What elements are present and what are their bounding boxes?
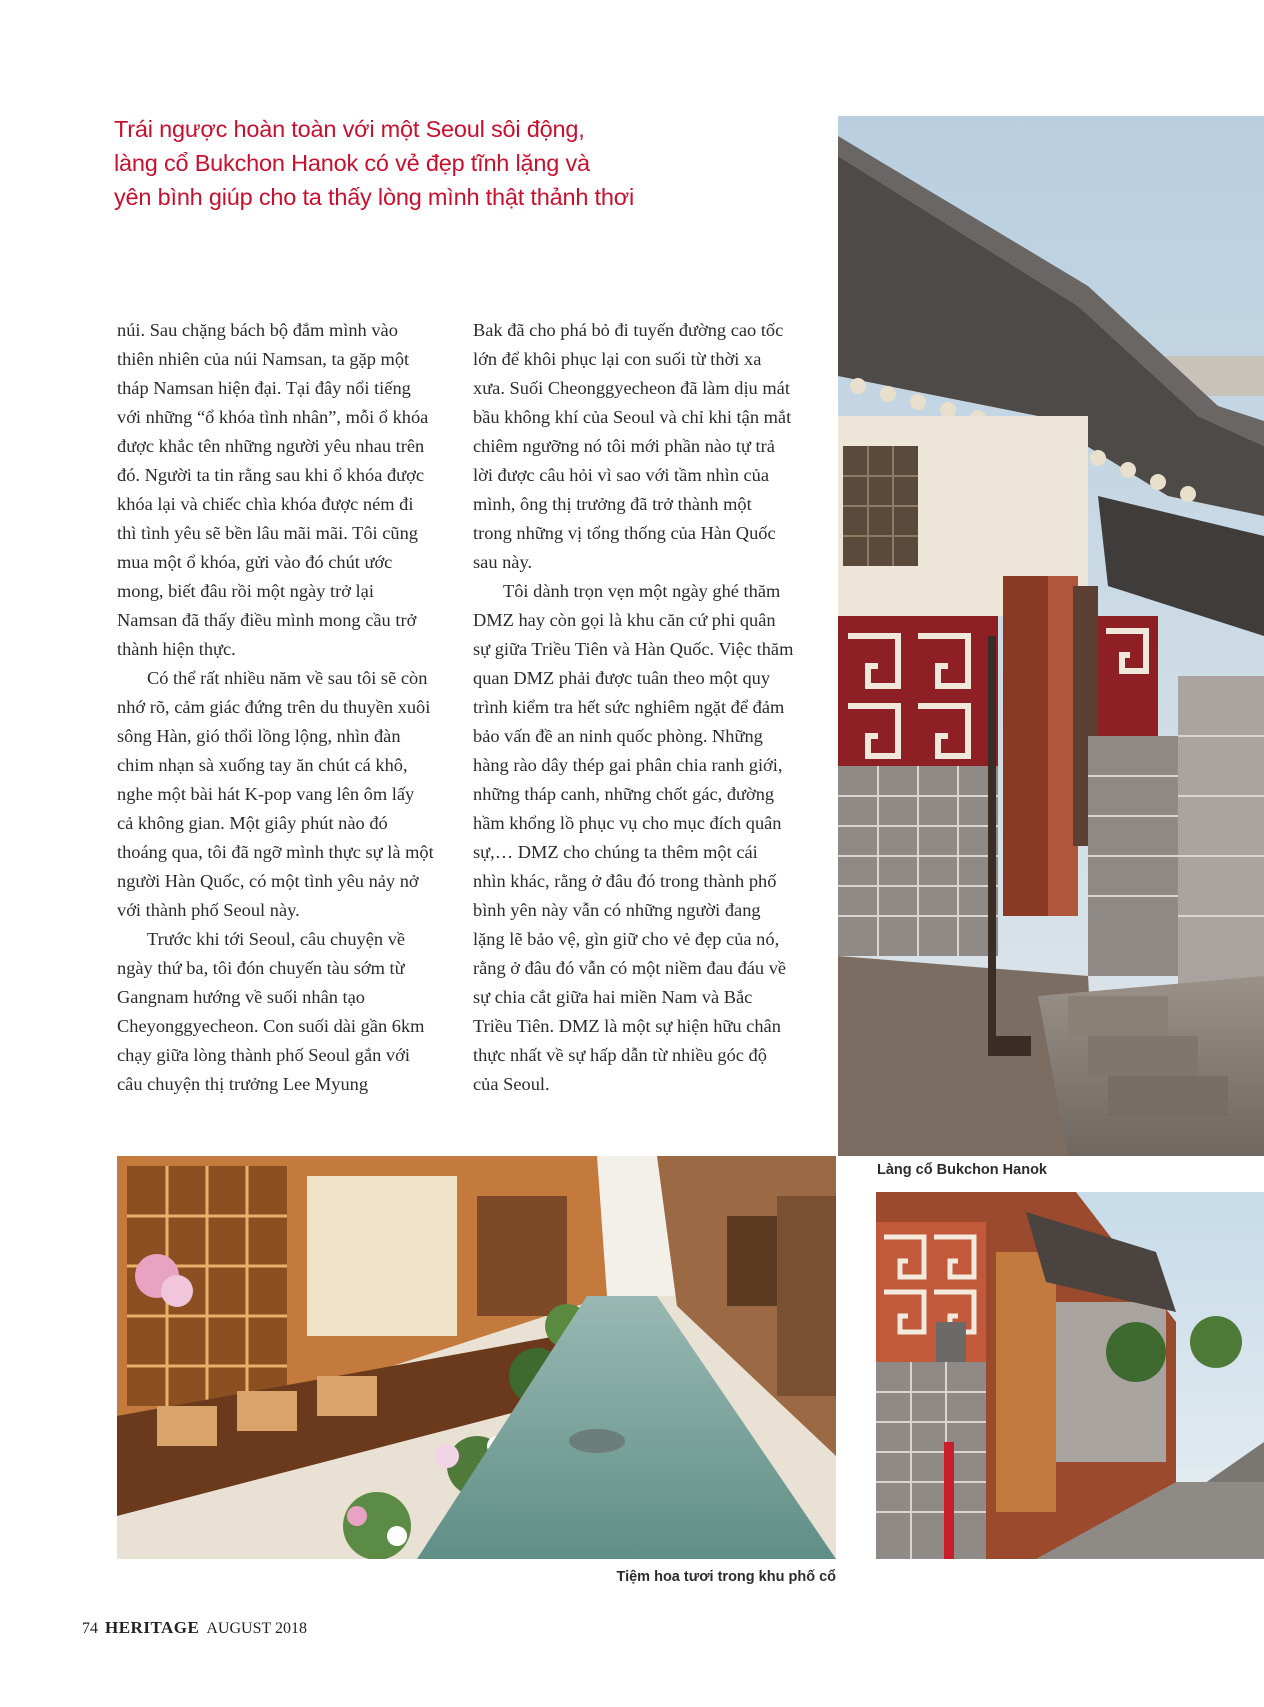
issue-date: AUGUST 2018 [206,1620,307,1637]
article-column-1 [117,316,435,1099]
paragraph: Tôi dành trọn vẹn một ngày ghé thăm DMZ hay còn gọi là khu căn cứ phi quân sự giữa Triều Tiên và Hàn Quốc. Việc thăm quan DMZ phải được tuân theo một quy trình kiểm tra hết sức nghiêm ngặt để đảm bảo vấn đề an ninh quốc phòng. Những hàng rào dây thép gai phân chia ranh giới, những tháp canh, những chốt gác, đường hầm khổng lồ phục vụ cho mục đích quân sự,… DMZ cho chúng ta thêm một cái nhìn khác, rằng ở đâu đó trong thành phố bình yên này vẫn có những người đang lặng lẽ bảo vệ, gìn giữ cho vẻ đẹp của nó, rằng ở đâu đó vẫn có một niềm đau đáu về sự chia cắt giữa hai miền Nam và Bắc Triều Tiên. DMZ là một sự hiện hữu chân thực nhất về sự hấp dẫn từ nhiều góc độ của Seoul. [473,581,794,1094]
page-number: 74 [82,1620,98,1637]
paragraph: Có thể rất nhiều năm về sau tôi sẽ còn nhớ rõ, cảm giác đứng trên du thuyền xuôi sông Hàn, gió thổi lồng lộng, nhìn đàn chim nhạn sà xuống tay ăn chút cá khô, nghe một bài hát K-pop vang lên ôm lấy cả không gian. Một giây phút nào đó thoáng qua, tôi đã ngỡ mình thực sự là một người Hàn Quốc, có một tình yêu nảy nở với thành phố Seoul này. [117,668,434,920]
photo-caption: Tiệm hoa tươi trong khu phố cổ [616,1569,836,1585]
magazine-name: HERITAGE [105,1618,200,1637]
paragraph: Trước khi tới Seoul, câu chuyện về ngày thứ ba, tôi đón chuyến tàu sớm từ Gangnam hướng về suối nhân tạo Cheyonggyecheon. Con suối dài gần 6km chạy giữa lòng thành phố Seoul gắn với câu chuyện thị trưởng Lee Myung [117,929,425,1094]
page-footer [82,1618,307,1638]
pull-quote-line: làng cổ Bukchon Hanok có vẻ đẹp tĩnh lặng và [114,150,590,176]
article-column-2 [473,316,795,1099]
pull-quote-line: yên bình giúp cho ta thấy lòng mình thật thảnh thơi [114,184,634,210]
flower-shop-street-photo [117,1156,836,1559]
bukchon-hanok-photo [838,116,1264,1156]
photo-caption: Làng cổ Bukchon Hanok [877,1162,1047,1178]
hanok-alley-photo [876,1192,1264,1559]
pull-quote-line: Trái ngược hoàn toàn với một Seoul sôi động, [114,116,585,142]
paragraph: Bak đã cho phá bỏ đi tuyến đường cao tốc lớn để khôi phục lại con suối từ thời xa xưa. Suối Cheonggyecheon đã làm dịu mát bầu không khí của Seoul và chỉ khi tận mắt chiêm ngưỡng nó tôi mới phần nào tự trả lời được câu hỏi vì sao với tầm nhìn của mình, ông thị trưởng đã trở thành một trong những vị tổng thống của Hàn Quốc sau này. [473,320,792,572]
paragraph: núi. Sau chặng bách bộ đắm mình vào thiên nhiên của núi Namsan, ta gặp một tháp Namsan hiện đại. Tại đây nổi tiếng với những “ổ khóa tình nhân”, mỗi ổ khóa được khắc tên những người yêu nhau trên đó. Người ta tin rằng sau khi ổ khóa được khóa lại và chiếc chìa khóa được ném đi thì tình yêu sẽ bền lâu mãi mãi. Tôi cũng mua một ổ khóa, gửi vào đó chút ước mong, biết đâu rồi một ngày trở lại Namsan đã thấy điều mình mong cầu trở thành hiện thực. [117,320,429,659]
pull-quote [114,112,674,214]
